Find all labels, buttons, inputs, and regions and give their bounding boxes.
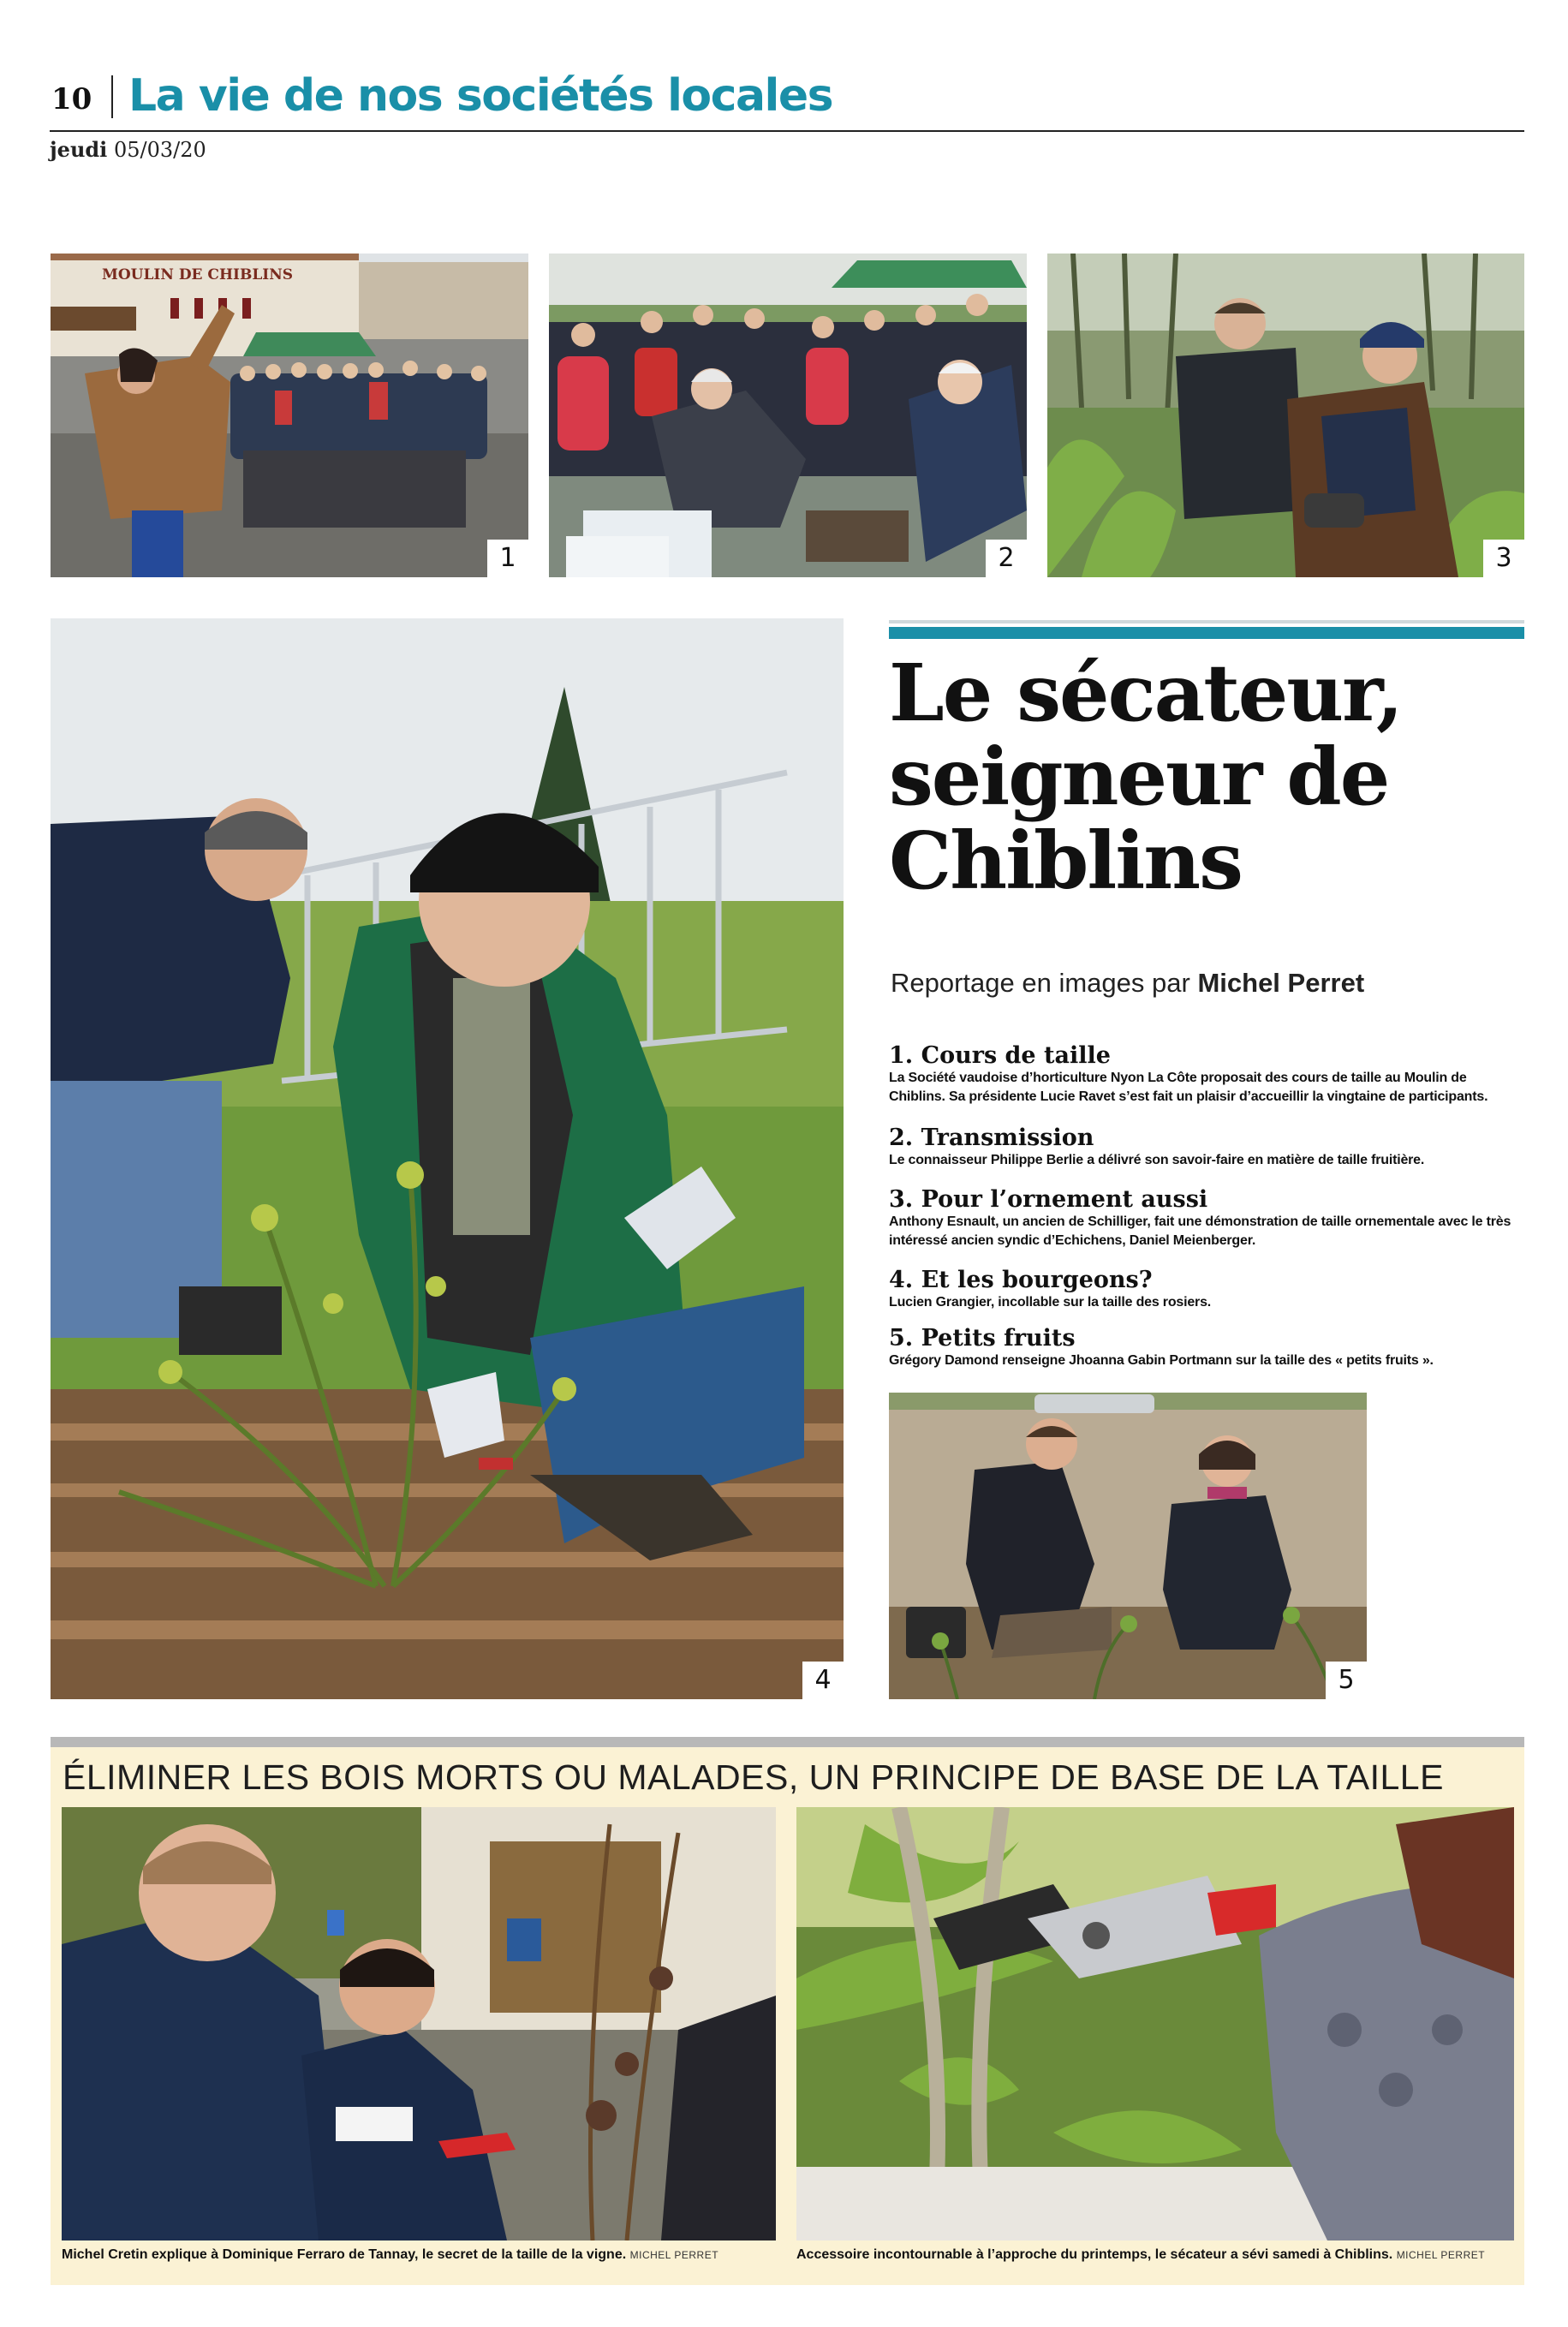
caption-1 <box>889 1043 1524 1107</box>
page-number: 10 <box>51 82 92 116</box>
headline-line-2: seigneur de <box>889 731 1389 823</box>
section-title: La vie de nos sociétés locales <box>128 70 833 122</box>
caption-5-text: Grégory Damond renseigne Jhoanna Gabin Portmann sur la taille des « petits fruits ». <box>889 1353 1434 1368</box>
photo-1-number: 1 <box>487 540 528 577</box>
caption-5 <box>889 1326 1524 1370</box>
box-caption-2-text: Accessoire incontournable à l’approche du printemps, le sécateur a sévi samedi à Chiblins. <box>796 2247 1393 2262</box>
caption-2-text: Le connaisseur Philippe Berlie a délivré son savoir-faire en matière de taille fruitière. <box>889 1153 1425 1167</box>
caption-2 <box>889 1125 1524 1170</box>
headline-line-1: Le sécateur, <box>889 647 1402 739</box>
photo-4-bourgeons <box>51 618 844 1699</box>
box-caption-2 <box>796 2247 1485 2263</box>
photo-5-image <box>889 1393 1367 1699</box>
feature-box-title: ÉLIMINER LES BOIS MORTS OU MALADES, UN PRINCIPE DE BASE DE LA TAILLE <box>63 1757 1444 1797</box>
photo-1-cours-de-taille <box>51 254 528 577</box>
box-caption-1-credit: MICHEL PERRET <box>629 2249 719 2261</box>
caption-3-title: 3. Pour l’ornement aussi <box>889 1186 1208 1213</box>
byline-prefix: Reportage en images par <box>891 968 1190 998</box>
caption-3-text: Anthony Esnault, un ancien de Schilliger, fait une démonstration de taille ornementale avec le très intéressé ancien syndic d’Echichens, Daniel Meienberger. <box>889 1214 1511 1248</box>
caption-4-text: Lucien Grangier, incollable sur la taille des rosiers. <box>889 1295 1212 1310</box>
byline-author: Michel Perret <box>1197 968 1365 998</box>
photo-2-number: 2 <box>986 540 1027 577</box>
caption-1-title: 1. Cours de taille <box>889 1042 1111 1069</box>
photo-4-number: 4 <box>802 1662 844 1699</box>
article-headline <box>889 647 1524 907</box>
feature-box-bar <box>51 1737 1524 1747</box>
photo-taille-vigne <box>62 1807 776 2240</box>
box-caption-2-credit: MICHEL PERRET <box>1396 2249 1486 2261</box>
header-rule <box>50 130 1524 132</box>
photo-3-ornement <box>1047 254 1524 577</box>
photo-6-image <box>62 1807 776 2240</box>
caption-4 <box>889 1268 1524 1312</box>
article-top-rule <box>889 620 1524 624</box>
article-accent-bar <box>889 627 1524 639</box>
photo-2-image <box>549 254 1027 577</box>
issue-date <box>50 137 206 162</box>
headline-line-3: Chiblins <box>889 814 1242 907</box>
photo-3-image <box>1047 254 1524 577</box>
photo-5-number: 5 <box>1326 1662 1367 1699</box>
caption-5-title: 5. Petits fruits <box>889 1325 1076 1351</box>
photo-secateur <box>796 1807 1514 2240</box>
photo-5-petits-fruits <box>889 1393 1367 1699</box>
header-separator <box>111 75 113 118</box>
box-caption-1 <box>62 2247 718 2263</box>
caption-3 <box>889 1187 1524 1250</box>
caption-4-title: 4. Et les bourgeons? <box>889 1267 1153 1293</box>
article-byline <box>891 968 1364 999</box>
issue-date-value: 05/03/20 <box>113 138 206 162</box>
caption-1-text: La Société vaudoise d’horticulture Nyon La Côte proposait des cours de taille au Moulin de Chiblins. Sa présidente Lucie Ravet s’est fait un plaisir d’accueillir la vingtaine de participants. <box>889 1071 1488 1104</box>
photo-3-number: 3 <box>1483 540 1524 577</box>
box-caption-1-text: Michel Cretin explique à Dominique Ferraro de Tannay, le secret de la taille de la vigne. <box>62 2247 627 2262</box>
photo-2-transmission <box>549 254 1027 577</box>
caption-2-title: 2. Transmission <box>889 1125 1094 1151</box>
photo-4-image <box>51 618 844 1699</box>
issue-day: jeudi <box>50 137 108 162</box>
photo-1-image <box>51 254 528 577</box>
mill-sign: MOULIN DE CHIBLINS <box>102 266 294 283</box>
photo-7-image <box>796 1807 1514 2240</box>
page-header <box>50 67 1524 135</box>
